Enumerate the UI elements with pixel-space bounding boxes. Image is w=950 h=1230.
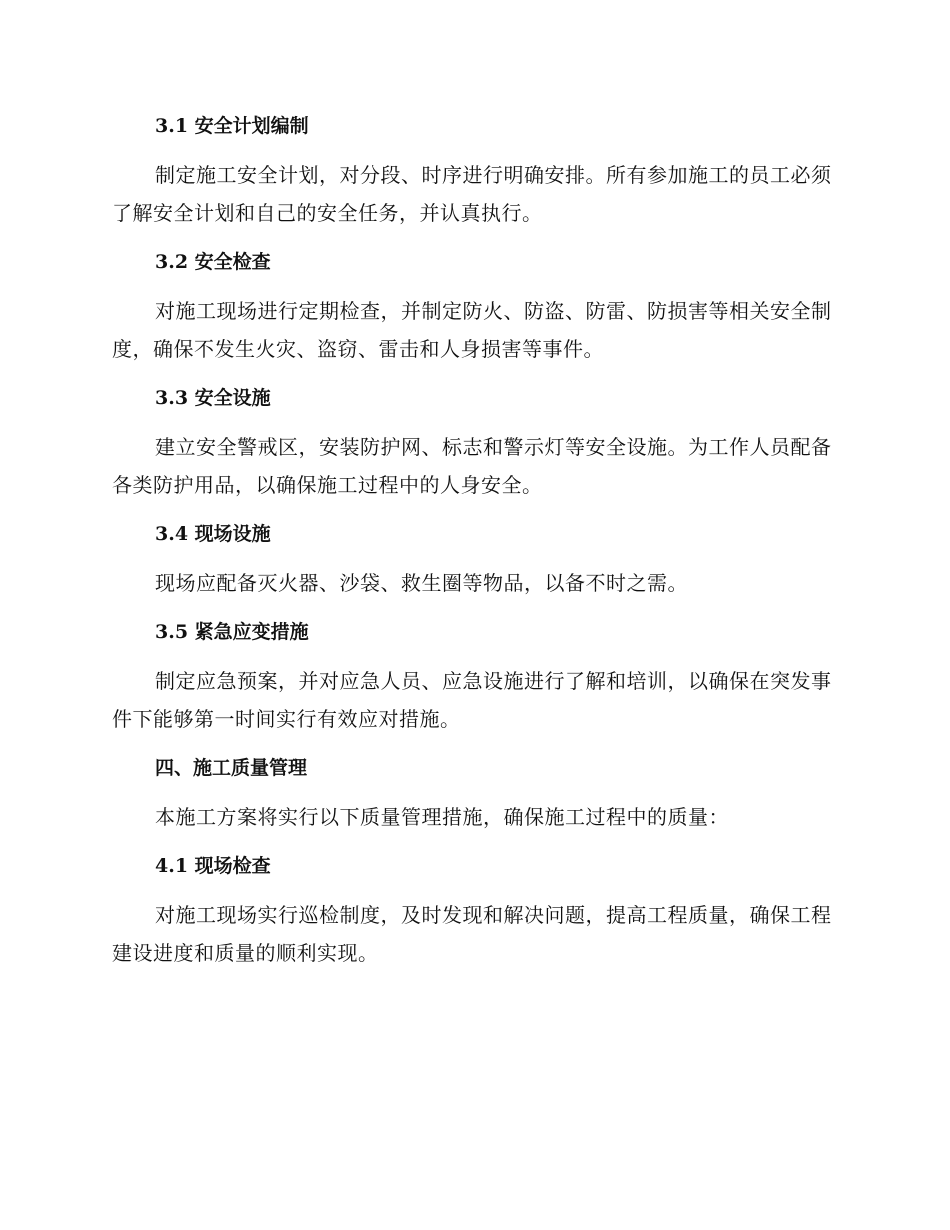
paragraph-site-inspection: 对施工现场实行巡检制度，及时发现和解决问题，提高工程质量，确保工程建设进度和质量的顺利实现。	[112, 903, 832, 965]
section-heading-3-3: 3.3 安全设施	[155, 387, 271, 409]
paragraph-safety-inspection: 对施工现场进行定期检查，并制定防火、防盗、防雷、防损害等相关安全制度，确保不发生火灾、盗窃、雷击和人身损害等事件。	[112, 299, 832, 361]
section-heading-3-2: 3.2 安全检查	[155, 251, 271, 273]
paragraph-quality-intro: 本施工方案将实行以下质量管理措施，确保施工过程中的质量：	[155, 805, 729, 829]
paragraph-site-facilities: 现场应配备灭火器、沙袋、救生圈等物品，以备不时之需。	[155, 571, 688, 595]
section-heading-3-5: 3.5 紧急应变措施	[155, 621, 309, 643]
section-heading-3-1: 3.1 安全计划编制	[155, 115, 309, 137]
paragraph-emergency-measures: 制定应急预案，并对应急人员、应急设施进行了解和培训，以确保在突发事件下能够第一时间实行有效应对措施。	[112, 669, 832, 731]
section-heading-4: 四、施工质量管理	[155, 757, 308, 779]
section-heading-4-1: 4.1 现场检查	[155, 855, 271, 877]
section-heading-3-4: 3.4 现场设施	[155, 523, 271, 545]
paragraph-safety-plan: 制定施工安全计划，对分段、时序进行明确安排。所有参加施工的员工必须了解安全计划和自己的安全任务，并认真执行。	[112, 163, 832, 225]
paragraph-safety-facilities: 建立安全警戒区，安装防护网、标志和警示灯等安全设施。为工作人员配备各类防护用品，以确保施工过程中的人身安全。	[112, 435, 832, 497]
document-page	[112, 110, 832, 972]
